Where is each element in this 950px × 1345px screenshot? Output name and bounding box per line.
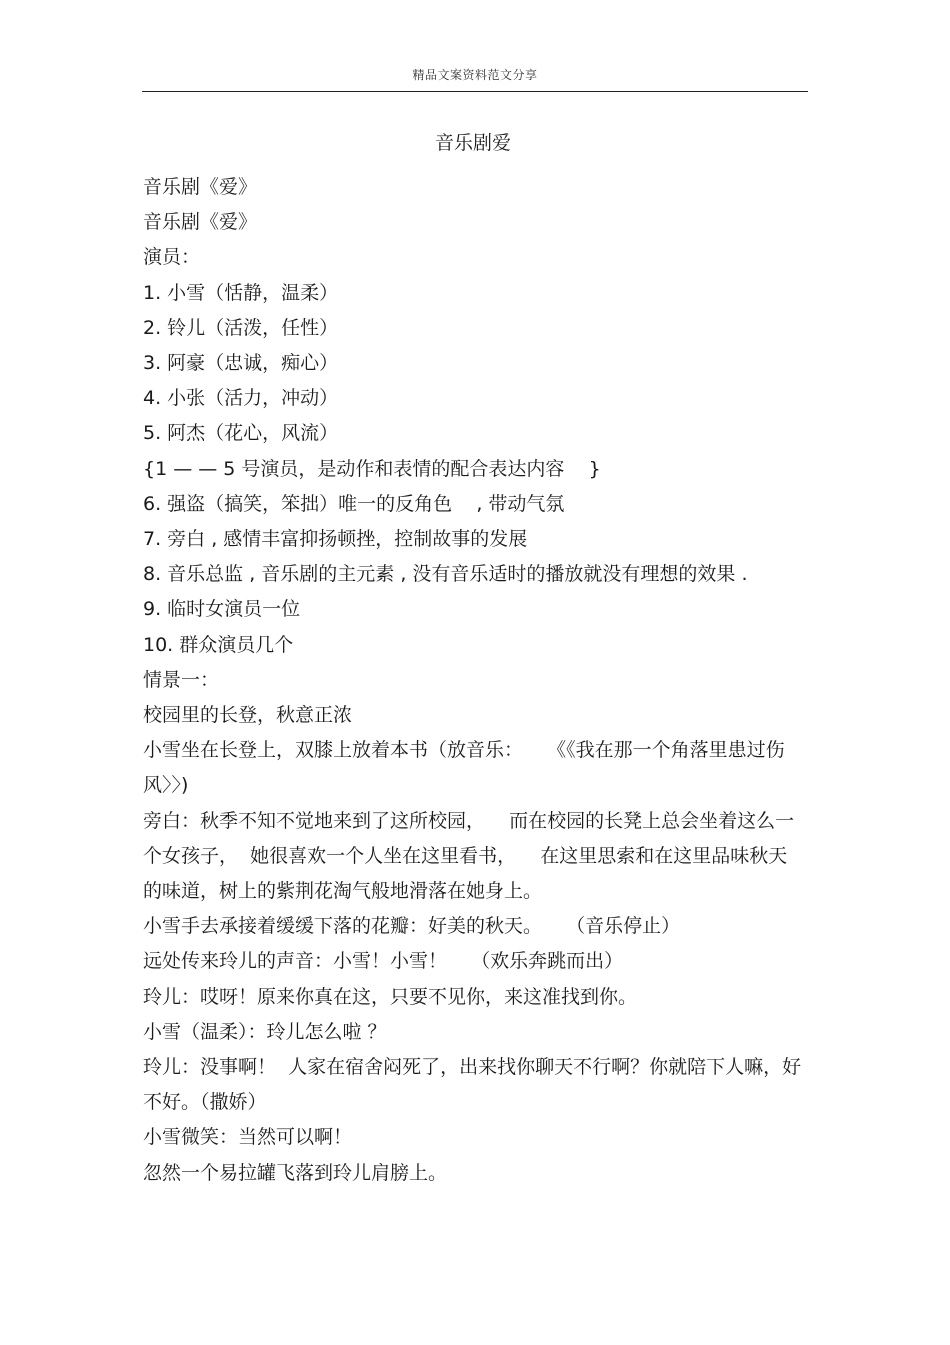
- paragraph: 旁白：秋季不知不觉地来到了这所校园， 而在校园的长凳上总会坐着这么一个女孩子， 她很喜欢一个人坐在这里看书， 在这里思索和在这里品味秋天的味道，树上的紫荆花淘气般地滑落在她身上。: [143, 809, 795, 903]
- paragraph: 小雪手去承接着缓缓下落的花瓣：好美的秋天。 （音乐停止）: [143, 915, 681, 938]
- paragraph: 1. 小雪（恬静，温柔）: [143, 281, 339, 304]
- paragraph: 小雪微笑：当然可以啊！: [143, 1126, 353, 1149]
- document-title: 音乐剧爱: [434, 132, 511, 154]
- page-header: 精品文案资料范文分享: [412, 68, 538, 82]
- paragraph: 5. 阿杰（花心，风流）: [143, 422, 339, 445]
- paragraph: 8. 音乐总监 , 音乐剧的主元素 , 没有音乐适时的播放就没有理想的效果 .: [143, 563, 748, 586]
- paragraph: 情景一：: [143, 668, 220, 691]
- paragraph: {1 — — 5 号演员，是动作和表情的配合表达内容 }: [143, 457, 601, 480]
- paragraph: 音乐剧《爱》: [143, 211, 258, 234]
- paragraph: 玲儿：哎呀！原来你真在这，只要不见你，来这准找到你。: [143, 985, 638, 1008]
- paragraph: 6. 强盗（搞笑，笨拙）唯一的反角色 , 带动气氛: [143, 492, 565, 515]
- paragraph: 小雪坐在长登上，双膝上放着本书（放音乐： 《《我在那一个角落里患过伤风〉〉): [143, 739, 785, 797]
- paragraph: 演员：: [143, 246, 201, 269]
- paragraph: 10. 群众演员几个: [143, 633, 294, 656]
- header-divider: [142, 91, 808, 92]
- paragraph: 忽然一个易拉罐飞落到玲儿肩膀上。: [143, 1161, 448, 1184]
- paragraph: 2. 铃儿（活泼，任性）: [143, 316, 339, 339]
- paragraph: 远处传来玲儿的声音：小雪！小雪！ （欢乐奔跳而出）: [143, 950, 624, 973]
- paragraph: 3. 阿豪（忠诚，痴心）: [143, 352, 339, 375]
- paragraph: 9. 临时女演员一位: [143, 598, 301, 621]
- paragraph: 玲儿：没事啊！ 人家在宿舍闷死了，出来找你聊天不行啊？你就陪下人嘛，好不好。（撒娇）: [143, 1056, 802, 1114]
- paragraph: 7. 旁白 , 感情丰富抑扬顿挫，控制故事的发展: [143, 528, 528, 551]
- paragraph: 4. 小张（活力，冲动）: [143, 387, 339, 410]
- paragraph: 音乐剧《爱》: [143, 176, 258, 198]
- paragraph: 小雪（温柔）：玲儿怎么啦 ？: [143, 1020, 387, 1043]
- paragraph: 校园里的长登，秋意正浓: [143, 704, 353, 727]
- document-body: [143, 170, 803, 1191]
